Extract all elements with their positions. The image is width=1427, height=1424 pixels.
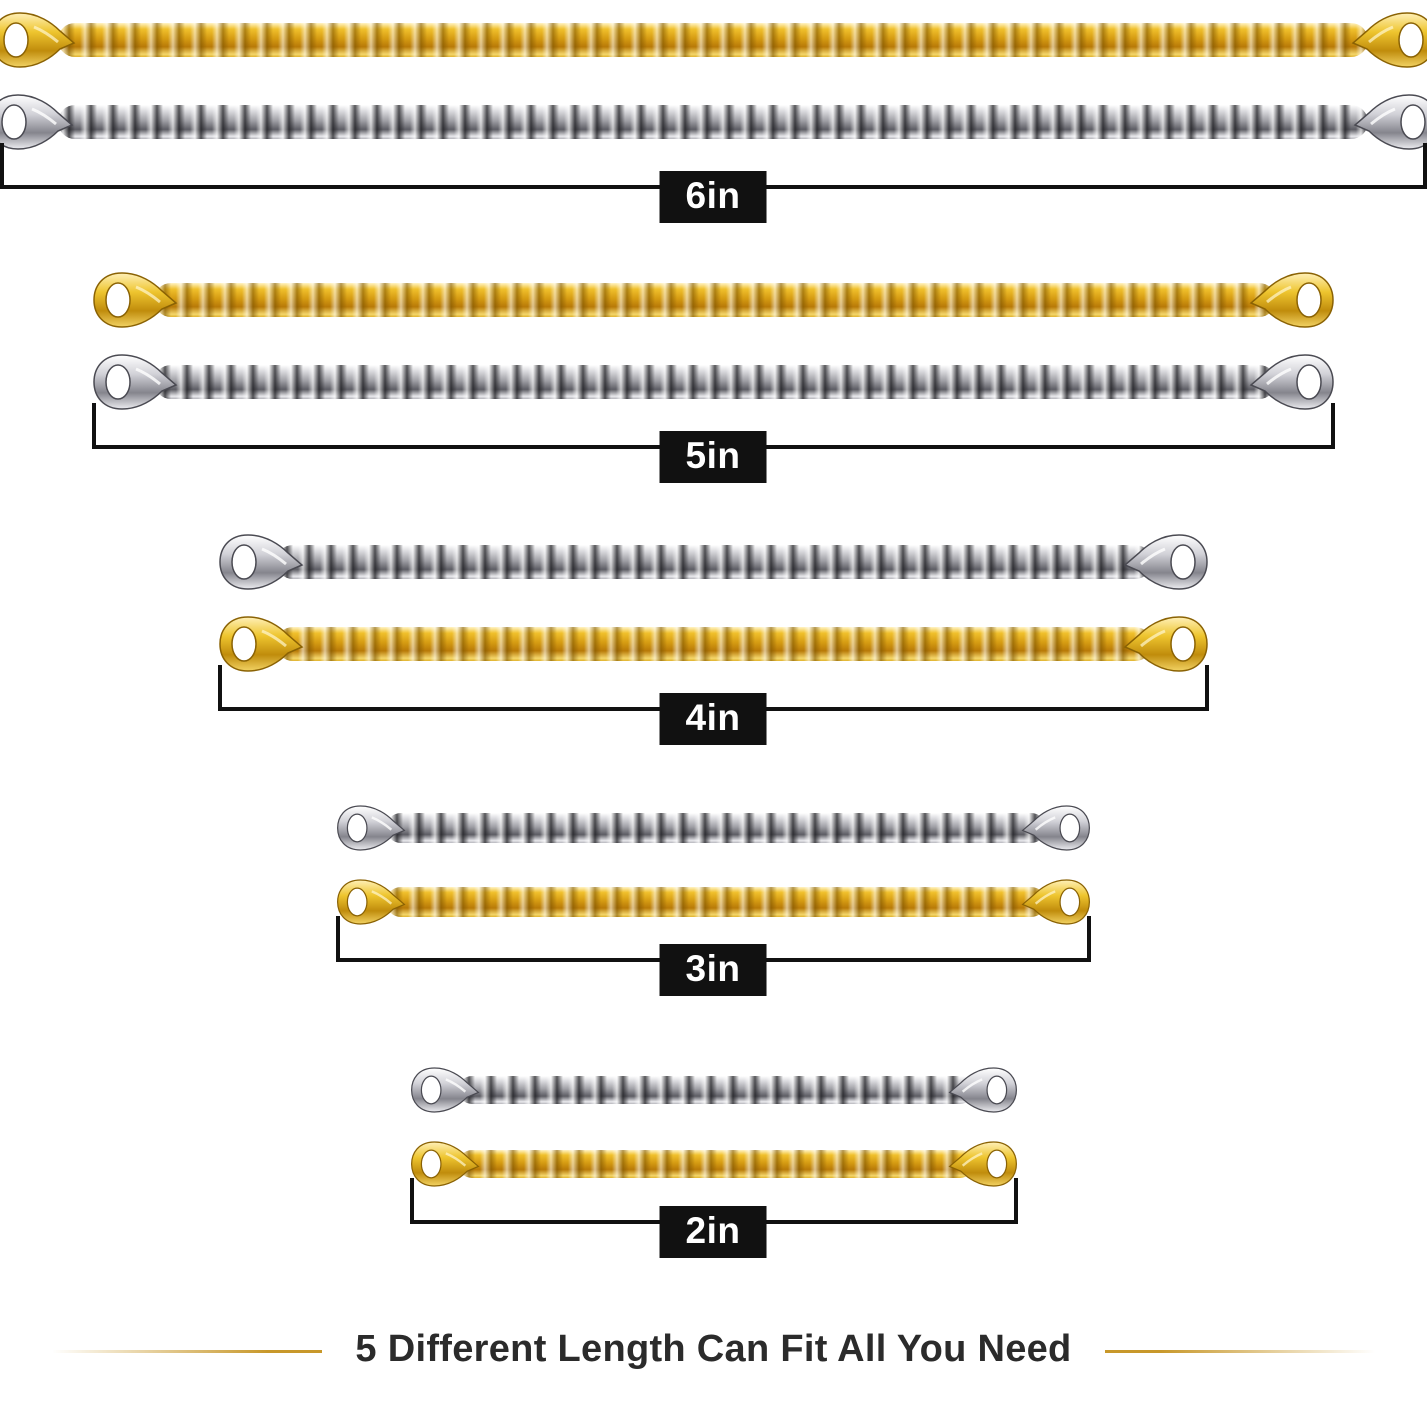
chain-links bbox=[386, 813, 1046, 843]
chain-links bbox=[58, 105, 1368, 139]
size-label: 4in bbox=[660, 693, 767, 745]
chain-links bbox=[154, 283, 1276, 317]
chain-links bbox=[458, 1076, 974, 1104]
chain-strand-silver bbox=[336, 798, 1091, 858]
lobster-clasp-icon bbox=[92, 269, 178, 331]
lobster-clasp-icon bbox=[336, 802, 406, 854]
size-group-6in bbox=[0, 0, 1427, 230]
bracket-tick-right bbox=[1331, 403, 1335, 449]
footer-rule-left bbox=[52, 1350, 322, 1353]
chain-strand-gold bbox=[92, 270, 1335, 330]
bracket-tick-right bbox=[1205, 665, 1209, 711]
chain-links bbox=[276, 545, 1152, 579]
lobster-clasp-icon bbox=[1123, 531, 1209, 593]
bracket-tick-left bbox=[336, 916, 340, 962]
chain-strand-silver bbox=[218, 532, 1209, 592]
chain-links bbox=[58, 23, 1368, 57]
lobster-clasp-icon bbox=[1021, 802, 1091, 854]
chain-links bbox=[386, 887, 1046, 917]
size-label: 6in bbox=[660, 171, 767, 223]
chain-links bbox=[458, 1150, 974, 1178]
size-group-4in bbox=[0, 524, 1427, 754]
chain-strand-gold bbox=[0, 10, 1427, 70]
lobster-clasp-icon bbox=[948, 1064, 1018, 1116]
size-group-3in bbox=[0, 790, 1427, 1010]
size-label: 3in bbox=[660, 944, 767, 996]
lobster-clasp-icon bbox=[1249, 269, 1335, 331]
size-label: 2in bbox=[660, 1206, 767, 1258]
lobster-clasp-icon bbox=[218, 531, 304, 593]
bracket-tick-left bbox=[410, 1178, 414, 1224]
chain-links bbox=[154, 365, 1276, 399]
chain-links bbox=[276, 627, 1152, 661]
footer-caption-bar bbox=[0, 1304, 1427, 1424]
chain-strand-silver bbox=[410, 1060, 1018, 1120]
size-group-2in bbox=[0, 1052, 1427, 1272]
footer-caption: 5 Different Length Can Fit All You Need bbox=[355, 1328, 1072, 1370]
size-label: 5in bbox=[660, 431, 767, 483]
footer-rule-right bbox=[1105, 1350, 1375, 1353]
bracket-tick-right bbox=[1014, 1178, 1018, 1224]
lobster-clasp-icon bbox=[1351, 9, 1427, 71]
bracket-tick-left bbox=[218, 665, 222, 711]
bracket-tick-right bbox=[1087, 916, 1091, 962]
lobster-clasp-icon bbox=[410, 1064, 480, 1116]
lobster-clasp-icon bbox=[0, 9, 76, 71]
bracket-tick-left bbox=[0, 143, 4, 189]
bracket-tick-right bbox=[1423, 143, 1427, 189]
bracket-tick-left bbox=[92, 403, 96, 449]
size-group-5in bbox=[0, 262, 1427, 492]
